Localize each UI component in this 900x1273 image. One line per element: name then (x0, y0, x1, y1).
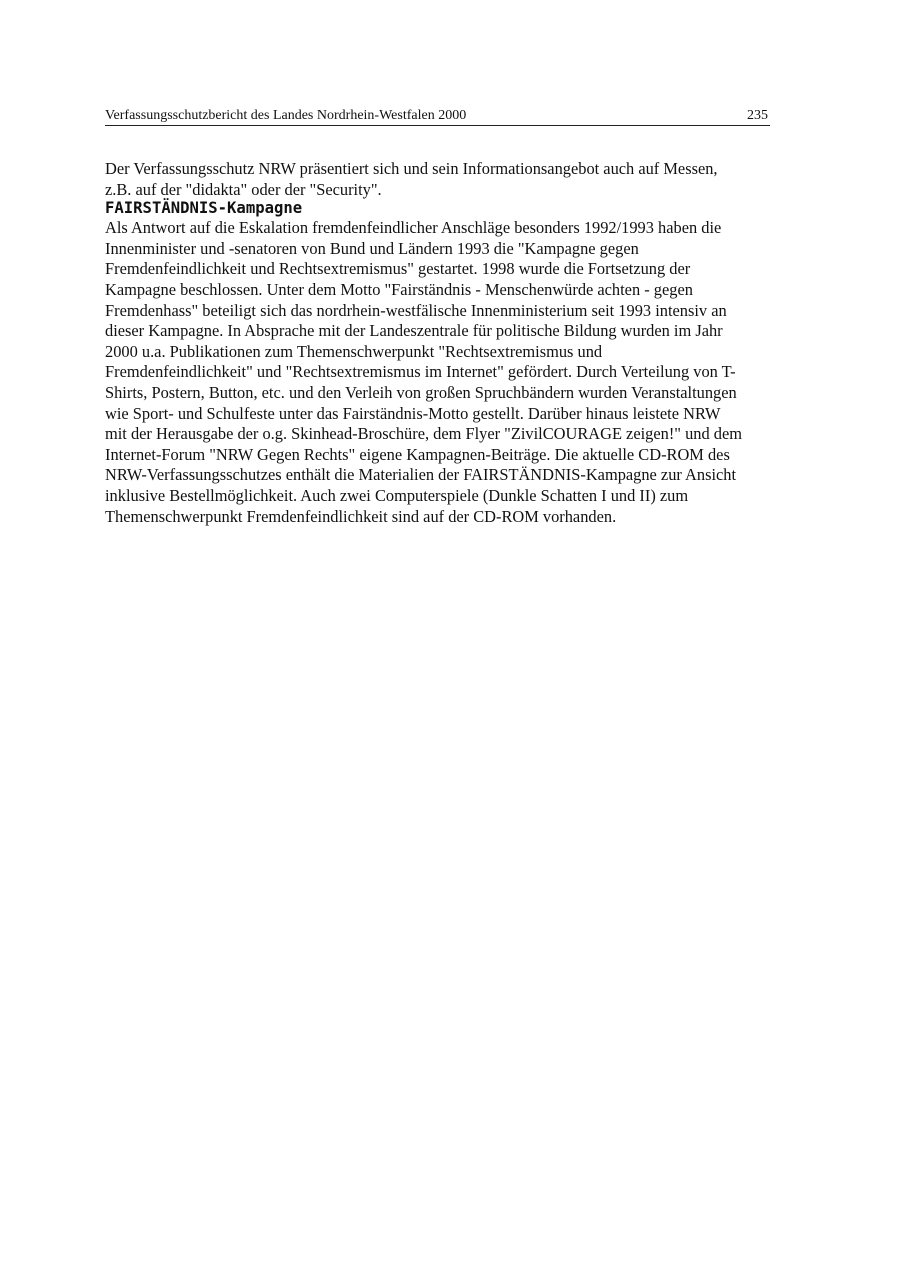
text-line: Internet-Forum "NRW Gegen Rechts" eigene Kampagnen-Beiträge. Die aktuelle CD-ROM des (105, 444, 730, 464)
text-line: Kampagne beschlossen. Unter dem Motto "Fairständnis - Menschenwürde achten - gegen (105, 279, 693, 299)
text-line: Fremdenfeindlichkeit und Rechtsextremismus" gestartet. 1998 wurde die Fortsetzung der (105, 259, 691, 279)
text-line: inklusive Bestellmöglichkeit. Auch zwei Computerspiele (Dunkle Schatten I und II) zum (105, 485, 689, 505)
text-line: wie Sport- und Schulfeste unter das Fairständnis-Motto gestellt. Darüber hinaus leistete NRW (105, 403, 721, 423)
text-line: Themenschwerpunkt Fremdenfeindlichkeit sind auf der CD-ROM vorhanden. (105, 506, 617, 526)
section-paragraph (105, 218, 805, 527)
intro-paragraph (105, 159, 805, 200)
text-line: Als Antwort auf die Eskalation fremdenfeindlicher Anschläge besonders 1992/1993 haben die (105, 218, 722, 238)
text-line: dieser Kampagne. In Absprache mit der Landeszentrale für politische Bildung wurden im Jahr (105, 321, 723, 341)
section-heading: FAIRSTÄNDNIS-Kampagne (105, 199, 303, 218)
header-title: Verfassungsschutzbericht des Landes Nordrhein-Westfalen 2000 (105, 108, 467, 123)
text-line: z.B. auf der "didakta" oder der "Security". (105, 179, 382, 199)
page-header (105, 107, 770, 126)
document-body (105, 159, 805, 527)
text-line: Der Verfassungsschutz NRW präsentiert sich und sein Informationsangebot auch auf Messen, (105, 159, 718, 178)
text-line: Innenminister und -senatoren von Bund und Ländern 1993 die "Kampagne gegen (105, 238, 639, 258)
text-line: NRW-Verfassungsschutzes enthält die Materialien der FAIRSTÄNDNIS-Kampagne zur Ansicht (105, 465, 737, 485)
text-line: mit der Herausgabe der o.g. Skinhead-Broschüre, dem Flyer "ZivilCOURAGE zeigen!" und dem (105, 424, 742, 444)
text-line: 2000 u.a. Publikationen zum Themenschwerpunkt "Rechtsextremismus und (105, 341, 603, 361)
page-number: 235 (747, 108, 768, 123)
text-line: Fremdenfeindlichkeit" und "Rechtsextremismus im Internet" gefördert. Durch Verteilung von T- (105, 362, 736, 382)
text-line: Shirts, Postern, Button, etc. und den Verleih von großen Spruchbändern wurden Veranstaltungen (105, 382, 737, 402)
text-line: Fremdenhass" beteiligt sich das nordrhein-westfälische Innenministerium seit 1993 intensiv an (105, 300, 727, 320)
